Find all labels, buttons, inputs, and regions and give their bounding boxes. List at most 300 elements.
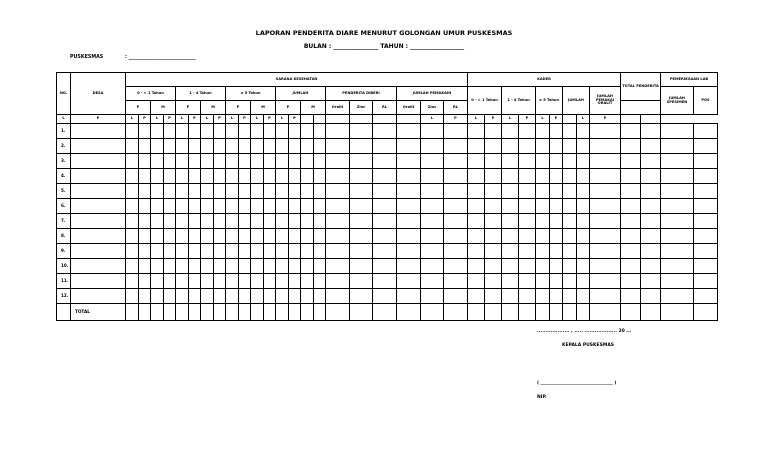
data-cell xyxy=(661,184,694,199)
total-cell xyxy=(176,304,189,321)
data-cell xyxy=(301,244,314,259)
data-cell xyxy=(421,229,444,244)
data-cell xyxy=(350,289,373,304)
data-cell xyxy=(590,154,621,169)
data-cell xyxy=(226,259,239,274)
data-cell xyxy=(214,154,226,169)
data-cell xyxy=(176,214,189,229)
data-cell xyxy=(621,139,641,154)
data-cell xyxy=(226,214,239,229)
data-cell xyxy=(694,154,718,169)
header-blank-cell xyxy=(397,115,421,124)
data-cell xyxy=(189,199,201,214)
total-cell xyxy=(694,304,718,321)
data-cell xyxy=(214,139,226,154)
row-number: 5. xyxy=(57,184,71,199)
data-cell xyxy=(485,229,502,244)
data-cell xyxy=(239,229,251,244)
total-cell xyxy=(201,304,214,321)
data-cell xyxy=(661,244,694,259)
data-cell xyxy=(289,124,301,139)
header-pemakai-oralit: JUMLAH PEMAKAI ORALIT xyxy=(590,87,621,115)
data-cell xyxy=(468,289,485,304)
data-cell xyxy=(301,169,314,184)
data-cell xyxy=(251,274,264,289)
data-cell xyxy=(468,214,485,229)
data-cell xyxy=(151,154,164,169)
data-cell xyxy=(468,124,485,139)
data-cell xyxy=(164,244,176,259)
data-cell xyxy=(226,184,239,199)
data-cell xyxy=(239,274,251,289)
header-p: P xyxy=(264,115,276,124)
data-cell xyxy=(397,214,421,229)
data-cell xyxy=(536,274,550,289)
data-cell xyxy=(502,169,519,184)
data-cell xyxy=(189,184,201,199)
data-cell xyxy=(563,169,577,184)
data-cell xyxy=(621,169,641,184)
data-cell xyxy=(563,139,577,154)
header-l: L xyxy=(126,115,139,124)
data-cell xyxy=(550,259,563,274)
header-l: L xyxy=(502,115,519,124)
data-cell xyxy=(536,154,550,169)
data-cell xyxy=(126,244,139,259)
table-row xyxy=(57,244,718,259)
data-cell xyxy=(301,259,314,274)
header-p: P xyxy=(239,115,251,124)
data-cell xyxy=(239,244,251,259)
data-cell xyxy=(151,199,164,214)
total-cell xyxy=(314,304,326,321)
data-cell xyxy=(550,139,563,154)
data-cell xyxy=(373,244,397,259)
data-cell xyxy=(485,139,502,154)
data-cell xyxy=(397,154,421,169)
data-cell xyxy=(502,139,519,154)
data-cell xyxy=(421,274,444,289)
data-cell xyxy=(468,229,485,244)
data-cell xyxy=(563,289,577,304)
data-cell xyxy=(251,199,264,214)
data-cell xyxy=(301,199,314,214)
data-cell xyxy=(251,184,264,199)
data-cell xyxy=(289,184,301,199)
header-p: P xyxy=(71,115,126,124)
header-pos: POS xyxy=(694,87,718,115)
header-zinc: Zinc xyxy=(421,101,444,115)
header-oralit: Oralit xyxy=(326,101,350,115)
data-cell xyxy=(71,199,126,214)
table-row xyxy=(57,229,718,244)
data-cell xyxy=(201,154,214,169)
total-cell xyxy=(57,304,71,321)
data-cell xyxy=(71,229,126,244)
data-cell xyxy=(421,184,444,199)
data-cell xyxy=(201,124,214,139)
data-cell xyxy=(444,199,468,214)
data-cell xyxy=(176,229,189,244)
data-cell xyxy=(289,259,301,274)
signature-role: KEPALA PUSKESMAS xyxy=(562,343,615,348)
data-cell xyxy=(519,154,536,169)
header-m: M xyxy=(151,101,176,115)
data-cell xyxy=(176,259,189,274)
data-cell xyxy=(694,229,718,244)
data-cell xyxy=(536,259,550,274)
header-penderita-diberi: PENDERITA DIBERI xyxy=(326,87,397,101)
header-p: P xyxy=(444,115,468,124)
data-cell xyxy=(397,124,421,139)
total-cell xyxy=(126,304,139,321)
data-cell xyxy=(139,244,151,259)
data-cell xyxy=(276,289,289,304)
data-cell xyxy=(251,289,264,304)
header-oralit: Oralit xyxy=(397,101,421,115)
row-number: 1. xyxy=(57,124,71,139)
data-cell xyxy=(485,184,502,199)
data-cell xyxy=(276,259,289,274)
data-cell xyxy=(164,184,176,199)
data-cell xyxy=(314,229,326,244)
data-cell xyxy=(164,259,176,274)
data-cell xyxy=(694,139,718,154)
data-cell xyxy=(239,169,251,184)
table-row xyxy=(57,199,718,214)
data-cell xyxy=(536,289,550,304)
data-cell xyxy=(264,229,276,244)
data-cell xyxy=(550,169,563,184)
header-kader: KADER xyxy=(468,73,621,87)
header-total: TOTAL PENDERITA xyxy=(621,73,661,101)
data-cell xyxy=(661,139,694,154)
data-cell xyxy=(577,169,590,184)
data-cell xyxy=(314,199,326,214)
total-cell xyxy=(189,304,201,321)
data-cell xyxy=(536,124,550,139)
data-cell xyxy=(276,169,289,184)
data-cell xyxy=(126,154,139,169)
data-cell xyxy=(577,289,590,304)
data-cell xyxy=(201,259,214,274)
data-cell xyxy=(289,244,301,259)
data-cell xyxy=(276,139,289,154)
data-cell xyxy=(577,214,590,229)
data-cell xyxy=(176,124,189,139)
total-cell xyxy=(468,304,485,321)
data-cell xyxy=(350,244,373,259)
data-cell xyxy=(151,169,164,184)
data-cell xyxy=(189,259,201,274)
data-cell xyxy=(590,184,621,199)
data-cell xyxy=(563,214,577,229)
data-cell xyxy=(151,259,164,274)
total-cell xyxy=(264,304,276,321)
data-cell xyxy=(373,184,397,199)
table-row xyxy=(57,184,718,199)
data-cell xyxy=(276,154,289,169)
data-cell xyxy=(214,199,226,214)
puskesmas-field: : ____________________________ xyxy=(125,55,196,60)
data-cell xyxy=(444,274,468,289)
data-cell xyxy=(276,274,289,289)
data-cell xyxy=(550,214,563,229)
data-cell xyxy=(189,124,201,139)
data-cell xyxy=(314,154,326,169)
data-cell xyxy=(550,184,563,199)
data-cell xyxy=(164,139,176,154)
data-cell xyxy=(126,274,139,289)
data-cell xyxy=(239,214,251,229)
data-cell xyxy=(71,139,126,154)
row-number: 2. xyxy=(57,139,71,154)
data-cell xyxy=(577,199,590,214)
data-cell xyxy=(694,274,718,289)
data-cell xyxy=(397,199,421,214)
data-cell xyxy=(502,154,519,169)
data-cell xyxy=(139,259,151,274)
header-l: L xyxy=(468,115,485,124)
data-cell xyxy=(289,274,301,289)
header-l: L xyxy=(421,115,444,124)
header-age-5: ≥ 5 Tahun xyxy=(226,87,276,101)
data-cell xyxy=(226,274,239,289)
data-cell xyxy=(201,199,214,214)
data-cell xyxy=(264,289,276,304)
data-cell xyxy=(468,199,485,214)
total-cell xyxy=(485,304,502,321)
data-cell xyxy=(550,229,563,244)
data-cell xyxy=(536,184,550,199)
data-cell xyxy=(563,244,577,259)
header-l: L xyxy=(57,115,71,124)
data-cell xyxy=(563,154,577,169)
data-cell xyxy=(550,154,563,169)
data-cell xyxy=(239,184,251,199)
signature-place-date: ................... , ..... ................... 20 ... xyxy=(537,329,632,334)
data-cell xyxy=(314,274,326,289)
data-cell xyxy=(71,184,126,199)
data-cell xyxy=(661,169,694,184)
header-blank-cell xyxy=(314,115,326,124)
data-cell xyxy=(444,244,468,259)
data-cell xyxy=(264,124,276,139)
data-cell xyxy=(201,244,214,259)
header-p: P xyxy=(176,101,201,115)
data-cell xyxy=(151,289,164,304)
header-l: L xyxy=(577,115,590,124)
header-p: P xyxy=(289,115,301,124)
table-row xyxy=(57,289,718,304)
data-cell xyxy=(468,274,485,289)
header-lab: PEMERIKSAAN LAB xyxy=(661,73,718,87)
data-cell xyxy=(621,229,641,244)
total-cell xyxy=(444,304,468,321)
signature-name-field: ( ________________________________ ) xyxy=(537,381,617,386)
data-cell xyxy=(164,124,176,139)
header-p: P xyxy=(485,115,502,124)
header-kader-age-5: ≥ 5 Tahun xyxy=(536,87,563,115)
header-blank-cell xyxy=(301,115,314,124)
data-cell xyxy=(226,199,239,214)
header-kader-jumlah: JUMLAH xyxy=(563,87,590,115)
header-age-0-1: 0 - < 1 Tahun xyxy=(126,87,176,101)
data-cell xyxy=(176,199,189,214)
total-cell xyxy=(577,304,590,321)
data-cell xyxy=(502,214,519,229)
data-cell xyxy=(139,289,151,304)
puskesmas-label: PUSKESMAS xyxy=(70,55,104,60)
data-cell xyxy=(214,184,226,199)
data-cell xyxy=(251,169,264,184)
data-cell xyxy=(694,244,718,259)
data-cell xyxy=(264,274,276,289)
data-cell xyxy=(151,214,164,229)
data-cell xyxy=(71,289,126,304)
data-cell xyxy=(694,199,718,214)
data-rows xyxy=(57,124,718,304)
data-cell xyxy=(350,139,373,154)
data-cell xyxy=(350,124,373,139)
total-cell xyxy=(421,304,444,321)
data-cell xyxy=(276,214,289,229)
data-cell xyxy=(189,169,201,184)
data-cell xyxy=(661,289,694,304)
header-rl: RL xyxy=(444,101,468,115)
data-cell xyxy=(485,154,502,169)
data-cell xyxy=(314,139,326,154)
data-cell xyxy=(314,259,326,274)
data-cell xyxy=(485,124,502,139)
data-cell xyxy=(577,139,590,154)
total-cell xyxy=(301,304,314,321)
data-cell xyxy=(444,139,468,154)
data-cell xyxy=(563,199,577,214)
data-cell xyxy=(314,169,326,184)
data-cell xyxy=(201,229,214,244)
data-cell xyxy=(276,244,289,259)
data-cell xyxy=(71,259,126,274)
data-cell xyxy=(536,229,550,244)
data-cell xyxy=(577,229,590,244)
data-cell xyxy=(536,139,550,154)
data-cell xyxy=(189,229,201,244)
data-cell xyxy=(350,199,373,214)
data-cell xyxy=(176,154,189,169)
data-cell xyxy=(550,124,563,139)
row-number: 8. xyxy=(57,229,71,244)
data-cell xyxy=(264,169,276,184)
data-cell xyxy=(641,184,661,199)
data-cell xyxy=(621,244,641,259)
data-cell xyxy=(577,124,590,139)
data-cell xyxy=(444,259,468,274)
data-cell xyxy=(536,199,550,214)
data-cell xyxy=(214,214,226,229)
table-row xyxy=(57,274,718,289)
data-cell xyxy=(214,289,226,304)
data-cell xyxy=(326,274,350,289)
data-cell xyxy=(536,214,550,229)
total-cell xyxy=(326,304,350,321)
data-cell xyxy=(502,274,519,289)
data-cell xyxy=(590,199,621,214)
data-cell xyxy=(350,229,373,244)
data-cell xyxy=(326,169,350,184)
data-cell xyxy=(485,169,502,184)
data-cell xyxy=(126,214,139,229)
data-cell xyxy=(563,184,577,199)
data-cell xyxy=(468,139,485,154)
data-cell xyxy=(126,169,139,184)
data-cell xyxy=(164,274,176,289)
total-cell xyxy=(289,304,301,321)
data-cell xyxy=(326,229,350,244)
data-cell xyxy=(301,154,314,169)
row-number: 3. xyxy=(57,154,71,169)
data-cell xyxy=(485,244,502,259)
data-cell xyxy=(201,274,214,289)
data-cell xyxy=(126,184,139,199)
data-cell xyxy=(373,154,397,169)
header-age-1-4: 1 - 4 Tahun xyxy=(176,87,226,101)
data-cell xyxy=(397,259,421,274)
data-cell xyxy=(139,229,151,244)
total-cell xyxy=(661,304,694,321)
data-cell xyxy=(139,199,151,214)
data-cell xyxy=(71,214,126,229)
data-cell xyxy=(151,124,164,139)
data-cell xyxy=(164,199,176,214)
data-cell xyxy=(276,124,289,139)
data-cell xyxy=(164,154,176,169)
header-l: L xyxy=(201,115,214,124)
total-cell xyxy=(536,304,550,321)
data-cell xyxy=(126,259,139,274)
data-cell xyxy=(189,154,201,169)
data-cell xyxy=(201,169,214,184)
data-cell xyxy=(289,154,301,169)
data-cell xyxy=(519,214,536,229)
header-p: P xyxy=(214,115,226,124)
table-row xyxy=(57,139,718,154)
total-label: TOTAL xyxy=(71,304,126,321)
data-cell xyxy=(326,139,350,154)
header-no: NO. xyxy=(57,73,71,115)
data-cell xyxy=(251,259,264,274)
data-cell xyxy=(590,139,621,154)
data-cell xyxy=(151,244,164,259)
data-cell xyxy=(397,289,421,304)
data-cell xyxy=(151,184,164,199)
data-cell xyxy=(373,139,397,154)
row-number: 10. xyxy=(57,259,71,274)
header-spesimen: JUMLAH SPESIMEN xyxy=(661,87,694,115)
data-cell xyxy=(226,169,239,184)
data-cell xyxy=(641,214,661,229)
header-p: P xyxy=(189,115,201,124)
header-total-blank xyxy=(621,101,661,115)
data-cell xyxy=(621,154,641,169)
data-cell xyxy=(577,259,590,274)
data-cell xyxy=(468,184,485,199)
data-cell xyxy=(590,244,621,259)
data-cell xyxy=(421,259,444,274)
data-cell xyxy=(421,214,444,229)
header-l: L xyxy=(251,115,264,124)
data-cell xyxy=(226,244,239,259)
